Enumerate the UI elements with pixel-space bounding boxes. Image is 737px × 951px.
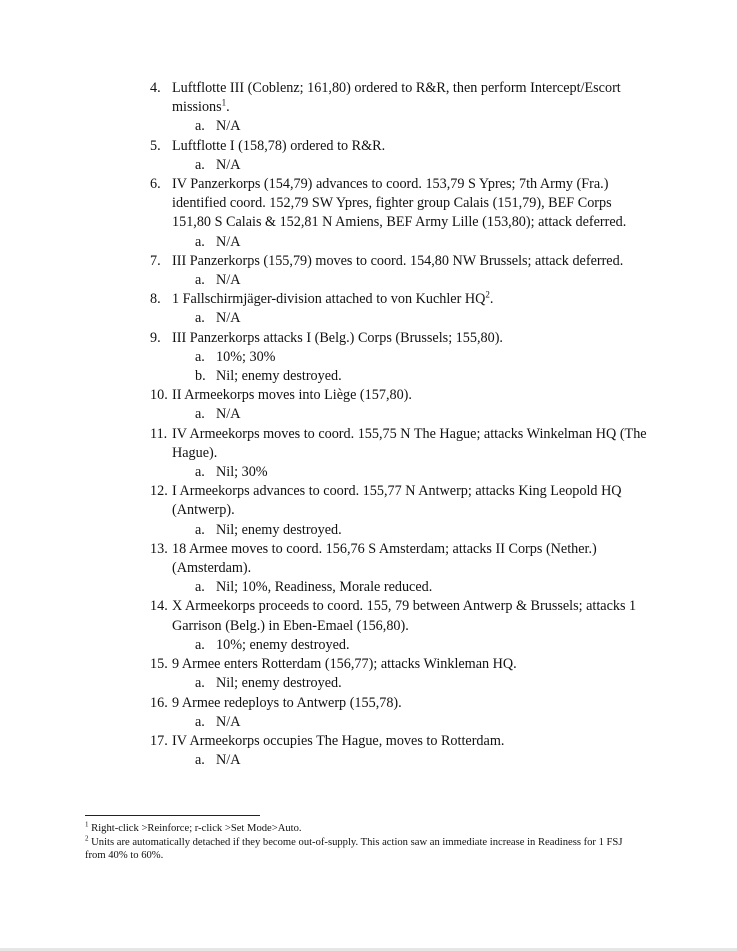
list-item — [150, 290, 650, 309]
item-text: X Armeekorps proceeds to coord. 155, 79 between Antwerp & Brussels; attacks 1 Garrison (Belg.) in Eben-Emael (156,80). — [172, 598, 637, 634]
item-text: IV Armeekorps occupies The Hague, moves to Rotterdam. — [172, 732, 505, 749]
list-item — [150, 655, 650, 674]
sub-item — [150, 636, 650, 655]
sub-item-letter: a. — [195, 752, 205, 769]
item-text: II Armeekorps moves into Liège (157,80). — [172, 387, 412, 404]
sub-item-text: N/A — [216, 713, 241, 730]
sub-item — [150, 309, 650, 328]
item-text: IV Panzerkorps (154,79) advances to coord. 153,79 S Ypres; 7th Army (Fra.) identified coord. 152,79 SW Ypres, fighter group Calais (151,79), BEF Corps 151,80 S Calais & 152,81 N Amiens, BEF Army Lille (153,80); attack deferred. — [172, 176, 627, 231]
sub-item-text: Nil; enemy destroyed. — [216, 675, 342, 692]
item-text: IV Armeekorps moves to coord. 155,75 N The Hague; attacks Winkelman HQ (The Hague). — [172, 425, 647, 461]
sub-item — [150, 348, 650, 367]
item-number: 11. — [150, 425, 168, 442]
item-number: 6. — [150, 176, 161, 193]
sub-item — [150, 521, 650, 540]
item-number: 10. — [150, 387, 168, 404]
list-item — [150, 425, 650, 463]
sub-item-text: N/A — [216, 272, 241, 289]
sub-item-letter: a. — [195, 675, 205, 692]
item-text: Luftflotte I (158,78) ordered to R&R. — [172, 137, 386, 154]
sub-item-text: 10%; enemy destroyed. — [216, 636, 350, 653]
item-number: 7. — [150, 252, 161, 269]
footnote-mark: 2 — [85, 834, 89, 843]
item-text: 18 Armee moves to coord. 156,76 S Amsterdam; attacks II Corps (Nether.) (Amsterdam). — [172, 540, 597, 577]
sub-item-letter: a. — [195, 156, 205, 173]
sub-item — [150, 367, 650, 386]
footnote — [85, 822, 625, 836]
item-text: 9 Armee enters Rotterdam (156,77); attacks Winkleman HQ. — [172, 656, 517, 673]
footnote-text: Units are automatically detached if they become out-of-supply. This action saw an immediate increase in Readiness for 1 FSJ from 40% to 60%. — [85, 836, 623, 862]
sub-item-letter: a. — [195, 310, 205, 327]
sub-item-letter: a. — [195, 579, 205, 596]
item-number: 13. — [150, 540, 168, 557]
item-text: III Panzerkorps attacks I (Belg.) Corps (Brussels; 155,80). — [172, 329, 503, 346]
sub-item-letter: a. — [195, 521, 205, 538]
item-text: III Panzerkorps (155,79) moves to coord. 154,80 NW Brussels; attack deferred. — [172, 252, 624, 269]
sub-item-text: 10%; 30% — [216, 348, 276, 365]
footnote-text: Right-click >Reinforce; r-click >Set Mode>Auto. — [88, 823, 302, 834]
list-item — [150, 252, 650, 271]
footnote — [85, 836, 625, 863]
footnotes — [85, 822, 625, 863]
list-item — [150, 79, 650, 117]
sub-item-text: N/A — [216, 118, 241, 135]
numbered-list — [150, 79, 650, 770]
list-item — [150, 597, 650, 635]
sub-item-text: N/A — [216, 752, 241, 769]
sub-item-letter: a. — [195, 406, 205, 423]
item-number: 16. — [150, 694, 168, 711]
sub-item-letter: a. — [195, 118, 205, 135]
item-text: 1 Fallschirmjäger-division attached to von Kuchler HQ — [172, 291, 486, 308]
sub-item-letter: a. — [195, 636, 205, 653]
item-number: 5. — [150, 137, 161, 154]
sub-item — [150, 405, 650, 424]
list-item — [150, 175, 650, 233]
list-item — [150, 540, 650, 578]
sub-item — [150, 117, 650, 136]
item-number: 14. — [150, 598, 168, 615]
footnote-ref: 2 — [485, 289, 490, 300]
item-text: Luftflotte III (Coblenz; 161,80) ordered to R&R, then perform Intercept/Escort missions — [172, 80, 621, 116]
sub-item-text: Nil; enemy destroyed. — [216, 521, 342, 538]
sub-item-text: Nil; 10%, Readiness, Morale reduced. — [216, 579, 433, 596]
sub-item — [150, 463, 650, 482]
item-number: 17. — [150, 732, 168, 749]
sub-item-text: N/A — [216, 310, 241, 327]
sub-item — [150, 233, 650, 252]
sub-item — [150, 578, 650, 597]
list-item — [150, 694, 650, 713]
sub-item-text: N/A — [216, 233, 241, 250]
footnote-ref: 1 — [221, 97, 227, 108]
sub-item-text: N/A — [216, 156, 241, 173]
sub-item-letter: b. — [195, 368, 206, 385]
item-text: I Armeekorps advances to coord. 155,77 N Antwerp; attacks King Leopold HQ (Antwerp). — [172, 483, 622, 519]
sub-item-letter: a. — [195, 464, 205, 481]
sub-item-text: Nil; enemy destroyed. — [216, 368, 342, 385]
list-item — [150, 137, 650, 156]
item-number: 4. — [150, 80, 161, 96]
item-text: 9 Armee redeploys to Antwerp (155,78). — [172, 694, 402, 711]
list-item — [150, 329, 650, 348]
item-text-end: . — [489, 291, 494, 308]
list-item — [150, 732, 650, 751]
sub-item-letter: a. — [195, 348, 205, 365]
list-item — [150, 482, 650, 520]
footnote-mark: 1 — [85, 820, 89, 829]
item-text-end: . — [226, 99, 230, 116]
footnote-separator — [85, 815, 260, 816]
sub-item — [150, 271, 650, 290]
sub-item — [150, 713, 650, 732]
item-number: 15. — [150, 656, 168, 673]
sub-item-text: N/A — [216, 406, 241, 423]
item-number: 12. — [150, 483, 168, 500]
sub-item — [150, 751, 650, 770]
sub-item-text: Nil; 30% — [216, 464, 268, 481]
sub-item — [150, 156, 650, 175]
item-number: 9. — [150, 329, 161, 346]
sub-item-letter: a. — [195, 233, 205, 250]
item-number: 8. — [150, 291, 161, 308]
list-item — [150, 386, 650, 405]
sub-item — [150, 674, 650, 693]
sub-item-letter: a. — [195, 713, 205, 730]
sub-item-letter: a. — [195, 272, 205, 289]
